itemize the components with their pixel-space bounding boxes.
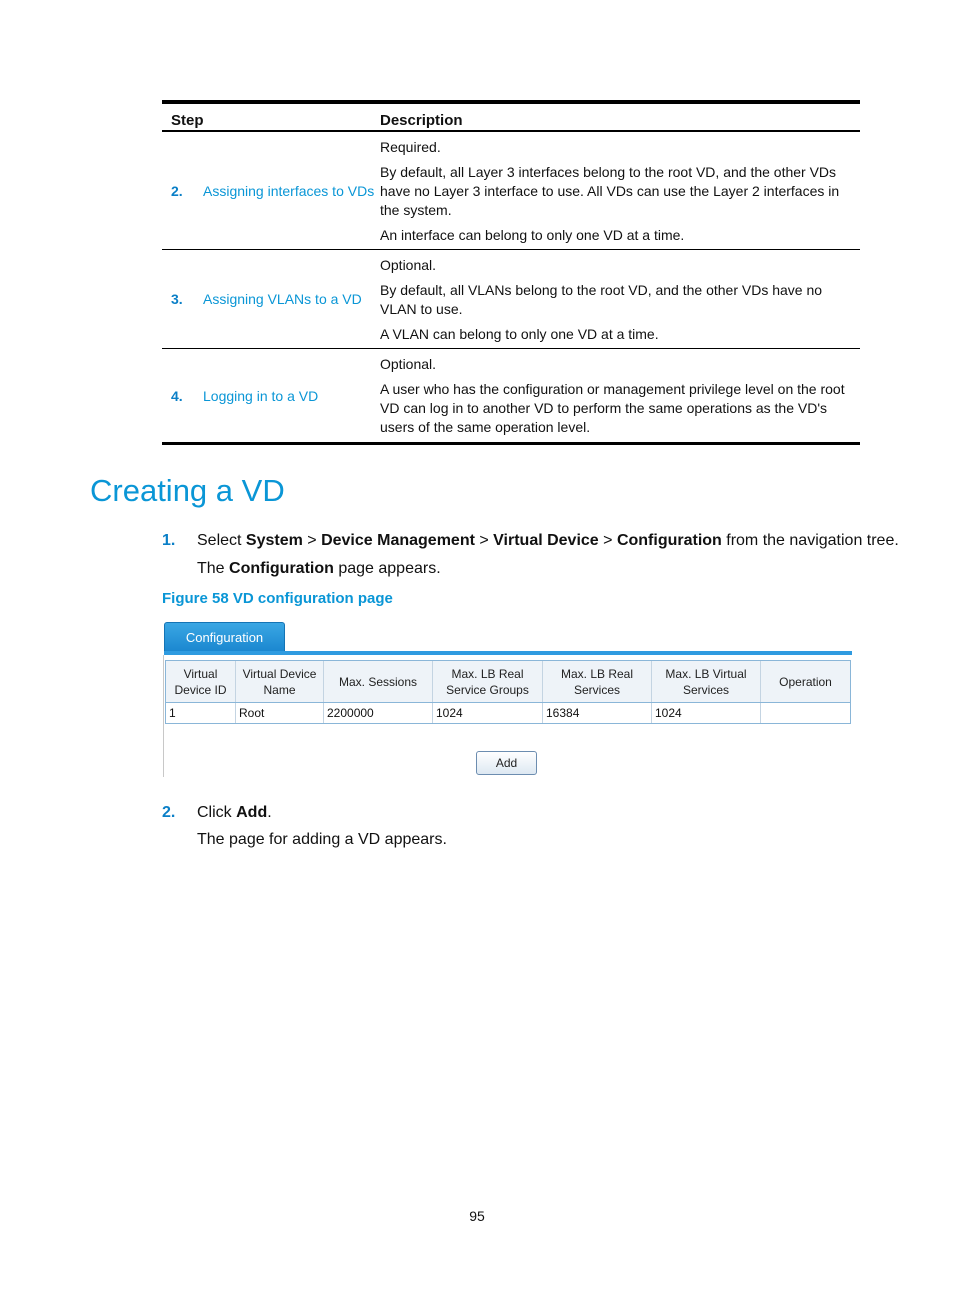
col-max-lb-real-services: Max. LB Real Services	[543, 661, 652, 702]
desc-line: By default, all VLANs belong to the root VD, and the other VDs have no VLAN to use.	[380, 282, 823, 317]
step-text: Click	[197, 804, 237, 821]
col-max-lb-real-service-groups: Max. LB Real Service Groups	[433, 661, 543, 702]
step-text: .	[267, 804, 272, 821]
add-button[interactable]: Add	[476, 751, 537, 775]
page-name: Configuration	[229, 560, 334, 577]
table-row	[162, 250, 860, 349]
steps-table	[162, 100, 860, 445]
cell-max-sessions: 2200000	[324, 703, 433, 723]
step-number: 2.	[162, 804, 176, 821]
step-text: Select	[197, 532, 246, 549]
menu-virtual-device: Virtual Device	[493, 532, 599, 549]
header-description: Description	[380, 112, 463, 129]
desc-line: Optional.	[380, 257, 437, 273]
desc-line: A VLAN can belong to only one VD at a time.	[380, 326, 659, 342]
link-assigning-interfaces[interactable]: Assigning interfaces to VDs	[203, 182, 375, 199]
page-number: 95	[469, 1208, 485, 1224]
cell-name: Root	[236, 703, 324, 723]
col-operation: Operation	[779, 674, 832, 689]
separator: >	[302, 532, 322, 549]
step-number: 4.	[171, 387, 183, 404]
link-logging-in[interactable]: Logging in to a VD	[203, 387, 319, 404]
table-row	[162, 349, 860, 445]
row-description	[380, 132, 860, 249]
figure-caption: Figure 58 VD configuration page	[162, 590, 393, 607]
add-label: Add	[236, 804, 268, 821]
row-description	[380, 250, 860, 348]
table-header	[162, 104, 860, 132]
step-number: 3.	[171, 291, 183, 307]
vd-table-header	[166, 661, 850, 703]
step-number: 1.	[162, 532, 176, 549]
step-text: from the navigation tree.	[721, 532, 899, 549]
cell-lb-virtual-services: 1024	[652, 703, 761, 723]
step-2	[162, 804, 272, 822]
desc-line: By default, all Layer 3 interfaces belong to the root VD, and the other VDs have no Layer 3 interface to use. All VDs can use the Layer 2 interfaces in the system.	[380, 164, 840, 218]
step-1	[162, 532, 899, 550]
step-2-result: The page for adding a VD appears.	[197, 831, 447, 848]
cell-lb-real-service-groups: 1024	[433, 703, 543, 723]
table-row	[162, 132, 860, 250]
desc-line: Required.	[380, 139, 441, 155]
desc-line: A user who has the configuration or management privilege level on the root VD can log in to another VD to perform the same operations as the VD's users of the same operation level.	[380, 381, 845, 435]
tab-configuration[interactable]: Configuration	[164, 622, 285, 652]
table-row	[166, 703, 850, 723]
desc-line: Optional.	[380, 356, 437, 372]
separator: >	[598, 532, 617, 549]
separator: >	[474, 532, 494, 549]
header-step: Step	[171, 112, 204, 129]
cell-operation	[761, 703, 850, 723]
step-number: 2.	[171, 182, 183, 199]
col-max-sessions: Max. Sessions	[324, 661, 433, 702]
vd-configuration-screenshot	[163, 620, 853, 780]
link-assigning-vlans[interactable]: Assigning VLANs to a VD	[203, 291, 362, 307]
col-max-lb-virtual-services: Max. LB Virtual Services	[652, 661, 761, 702]
cell-id: 1	[166, 703, 236, 723]
cell-lb-real-services: 16384	[543, 703, 652, 723]
col-virtual-device-id: Virtual Device ID	[166, 661, 236, 702]
menu-device-management: Device Management	[321, 532, 475, 549]
tab-underline	[164, 651, 852, 655]
col-virtual-device-name: Virtual Device Name	[236, 661, 324, 702]
step-1-result	[197, 560, 441, 578]
panel-border	[163, 655, 164, 777]
section-title: Creating a VD	[90, 473, 285, 508]
menu-configuration: Configuration	[616, 532, 722, 549]
step-text: The	[197, 560, 230, 577]
row-description	[380, 349, 860, 442]
menu-system: System	[245, 532, 303, 549]
vd-table	[165, 660, 851, 724]
step-text: page appears.	[333, 560, 441, 577]
desc-line: An interface can belong to only one VD at a time.	[380, 227, 685, 243]
